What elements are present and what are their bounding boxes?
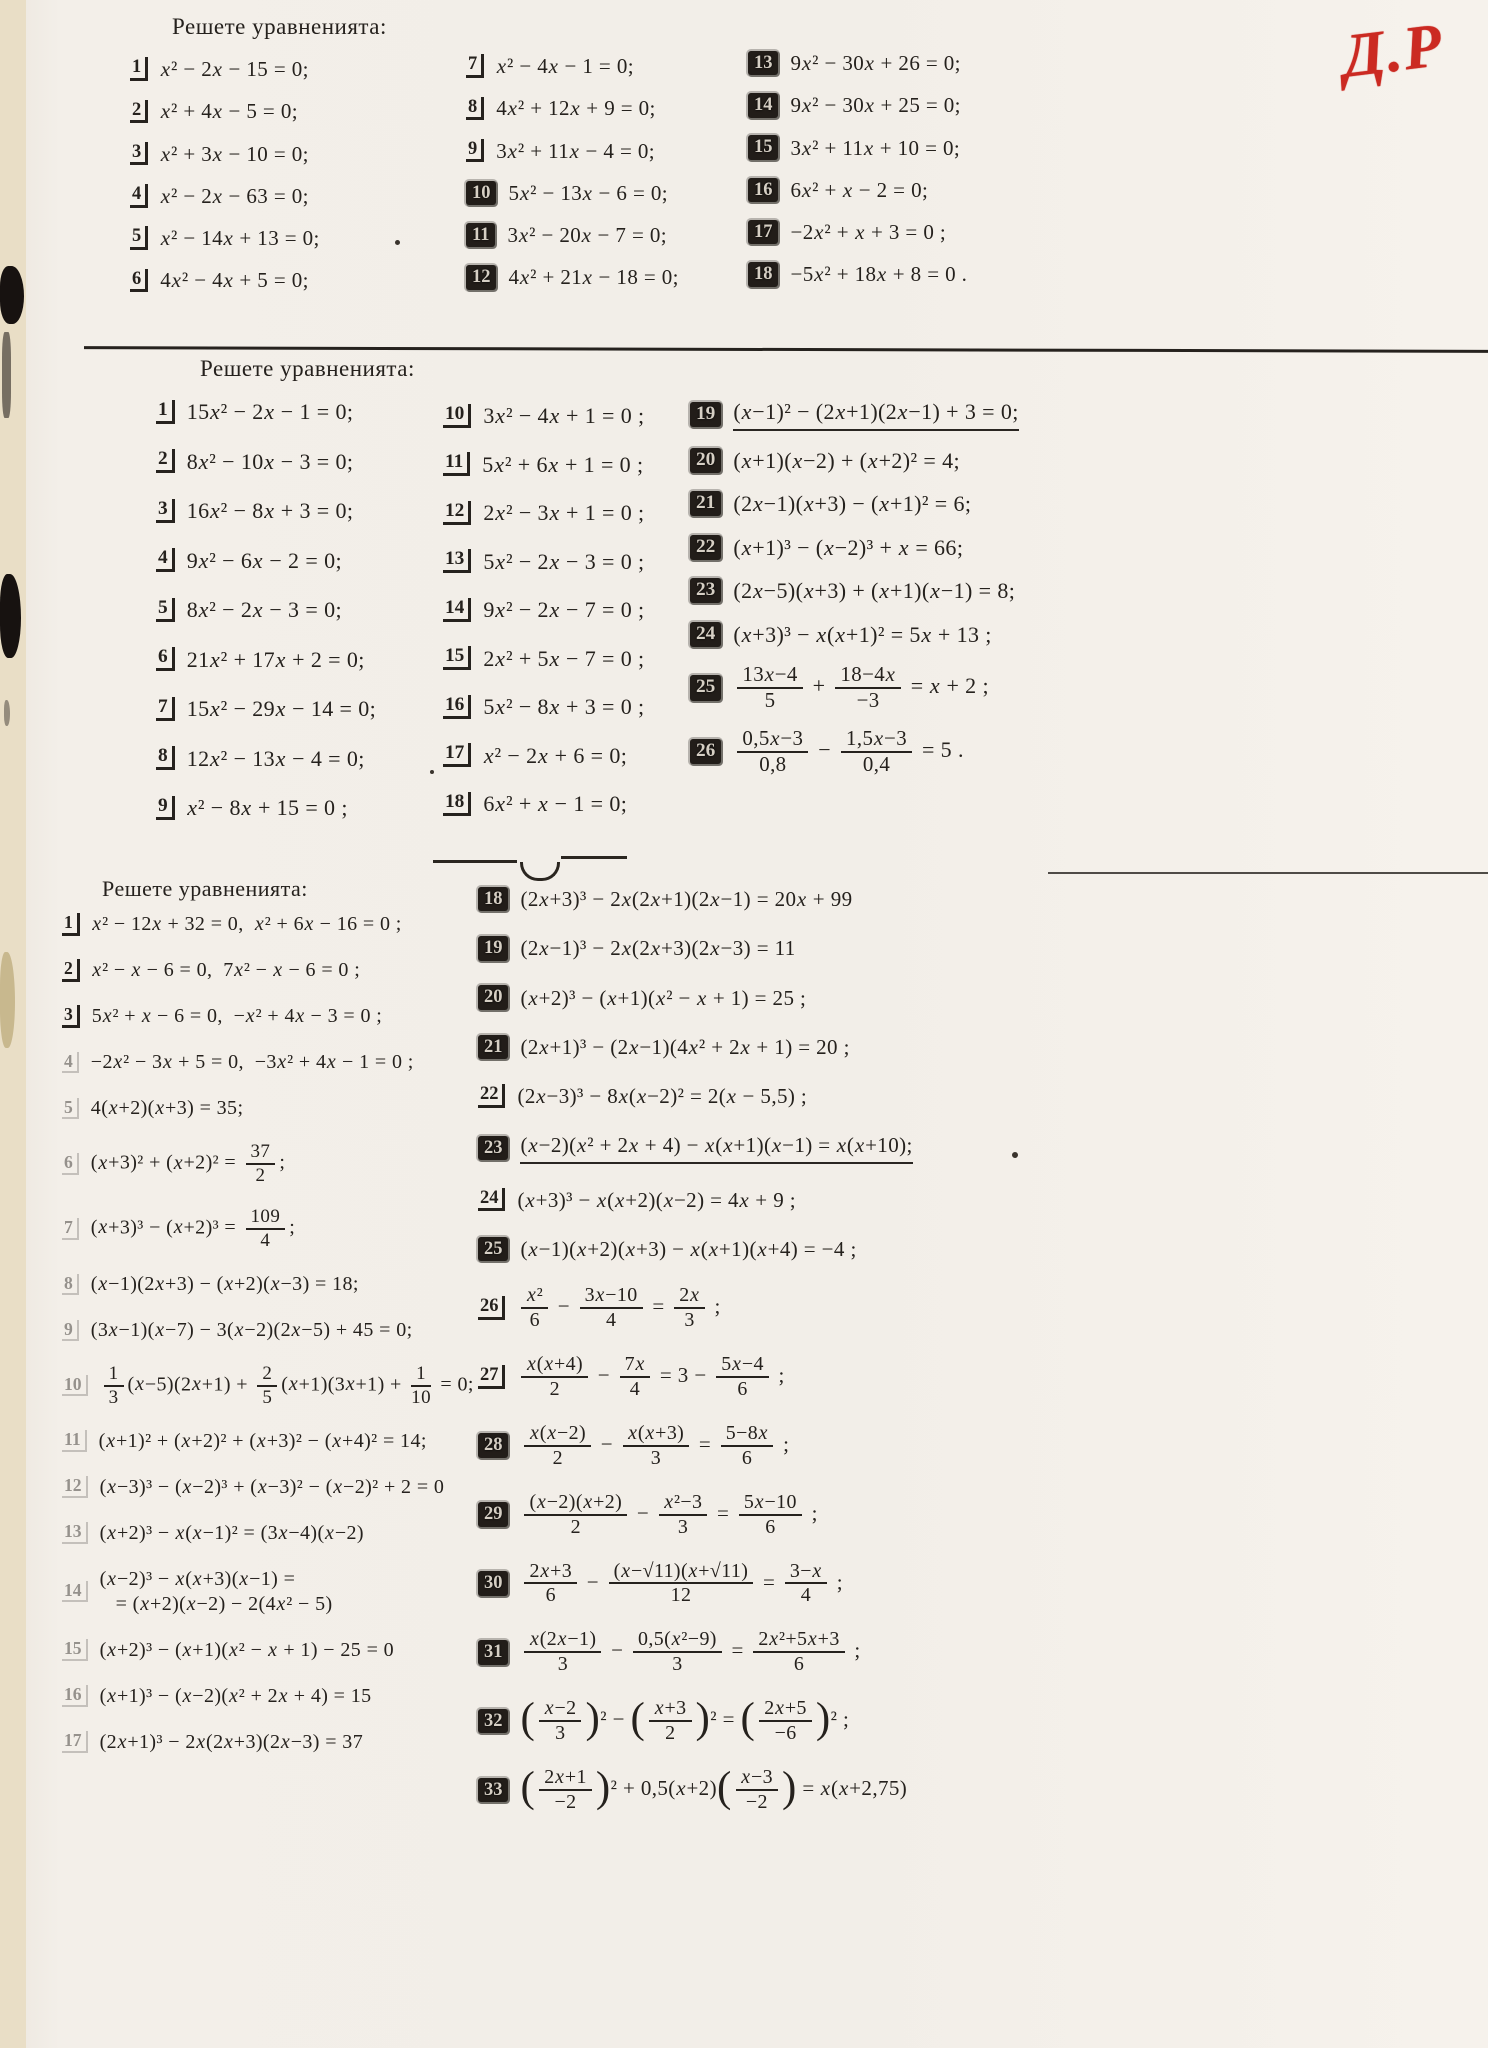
- equation-item: [62, 1521, 474, 1546]
- item-number: 5: [62, 1098, 79, 1119]
- scan-artifact-blob: [0, 952, 15, 1048]
- item-number: 8: [156, 746, 175, 770]
- equation: $\frac{13x-4}{5}$ + $\frac{18-4x}{-3}$ = x + 2 ;: [733, 664, 989, 712]
- fraction: $\frac{x(x+3)}{3}$: [623, 1423, 690, 1469]
- equation-item: [748, 177, 967, 203]
- equation: −5x² + 18x + 8 = 0 .: [790, 262, 968, 287]
- equation-item: [156, 695, 376, 723]
- item-number: 17: [62, 1731, 88, 1752]
- item-number: 26: [690, 739, 721, 764]
- item-number: 4: [62, 1052, 79, 1073]
- equation: −2x² + x + 3 = 0 ;: [790, 220, 947, 244]
- equation-item: [748, 135, 967, 161]
- item-number: 7: [156, 697, 175, 721]
- item-number: 2: [130, 100, 148, 123]
- equation-item: [443, 790, 645, 818]
- fraction: $\frac{\text{0,5(x²−9)}}{3}$: [633, 1629, 722, 1675]
- item-number: 7: [466, 54, 484, 77]
- section-3-column-2: [478, 886, 913, 1813]
- equation: (x+2)³ − (x+1)(x² − x + 1) = 25 ;: [520, 985, 807, 1010]
- equation-item: [62, 958, 474, 983]
- item-number: 30: [478, 1571, 508, 1595]
- equation: 6x² + x − 1 = 0;: [483, 791, 628, 816]
- equation-item: [130, 183, 320, 209]
- scan-artifact-blob: [4, 700, 10, 726]
- item-number: 14: [62, 1581, 88, 1602]
- item-number: 4: [156, 548, 175, 572]
- item-number: 16: [748, 178, 778, 202]
- equation: 12x² − 13x − 4 = 0;: [186, 745, 365, 771]
- fraction: $\frac{x(x+4)}{2}$: [521, 1354, 588, 1400]
- equation-item: [62, 1638, 474, 1663]
- equation-item: [62, 1364, 474, 1408]
- item-number: 9: [156, 796, 175, 820]
- item-number: 6: [62, 1153, 79, 1174]
- equation-item: [466, 138, 679, 164]
- equation: 4x² + 21x − 18 = 0;: [508, 265, 679, 290]
- equation-item: [62, 1142, 474, 1186]
- item-number: 5: [156, 598, 175, 622]
- item-number: 23: [690, 578, 721, 603]
- item-number: 20: [478, 985, 508, 1009]
- fraction: $\frac{1,5x-3}{0,4}$: [841, 728, 912, 776]
- section-2-column-1: [156, 398, 376, 822]
- equation-item: [690, 577, 1019, 605]
- fraction: $\frac{2x}{3}$: [674, 1285, 705, 1331]
- equation: x² − 8x + 15 = 0 ;: [187, 795, 348, 820]
- equation-item: [748, 92, 967, 118]
- equation: 3x² − 4x + 1 = 0 ;: [483, 403, 645, 428]
- item-number: 13: [443, 549, 471, 573]
- item-number: 2: [156, 449, 175, 473]
- fraction: $\frac{13x-4}{5}$: [737, 664, 802, 712]
- equation: (x−3)³ − (x−2)³ + (x−3)² − (x−2)² + 2 = 0: [99, 1475, 445, 1498]
- scan-scribble-mark: [520, 862, 560, 881]
- equation: (2x+1)³ − (2x−1)(4x² + 2x + 1) = 20 ;: [520, 1034, 850, 1059]
- equation: x² − 14x + 13 = 0;: [160, 226, 320, 250]
- item-number: 7: [62, 1218, 79, 1239]
- equation-item: [156, 497, 376, 525]
- item-number: 17: [748, 220, 778, 244]
- item-number: 25: [478, 1237, 508, 1261]
- equation: (x+3)² + (x+2)² = $\frac{37}{2}$ ;: [90, 1141, 286, 1186]
- section-3-title: Решете уравненията:: [102, 876, 308, 901]
- equation: (x+1)² + (x+2)² + (x+3)² − (x+4)² = 14;: [98, 1429, 427, 1452]
- equation-item: [478, 1236, 913, 1262]
- item-number: 3: [62, 1005, 80, 1027]
- equation-item: [156, 448, 376, 476]
- equation: (2x+1)³ − 2x(2x+3)(2x−3) = 37: [99, 1730, 364, 1753]
- equation: 9x² − 6x − 2 = 0;: [186, 547, 342, 573]
- equation: $\frac{2x+3}{6}$ − $\frac{(x-√11)(x+√11)}{12}$ = $\frac{3-x}{4}$ ;: [520, 1561, 843, 1607]
- equation-item: [690, 447, 1019, 475]
- equation: (x+1)³ − (x−2)³ + x = 66;: [733, 534, 964, 560]
- equation: 9x² − 30x + 25 = 0;: [790, 93, 961, 118]
- item-number: 29: [478, 1502, 508, 1526]
- fraction: $\frac{1}{3}$: [104, 1364, 124, 1408]
- fraction: $\frac{7x}{4}$: [620, 1354, 651, 1400]
- fraction: $\frac{18-4x}{-3}$: [835, 664, 900, 712]
- equation: 4x² − 4x + 5 = 0;: [160, 268, 309, 293]
- section-divider-line: [84, 346, 1488, 353]
- item-number: 11: [466, 223, 495, 247]
- scan-artifact-blob: [0, 574, 21, 658]
- item-number: 14: [443, 598, 471, 622]
- equation-item: [466, 53, 679, 79]
- section-2-title: Решете уравненията:: [200, 356, 415, 381]
- equation: 2x² + 5x − 7 = 0 ;: [483, 645, 645, 671]
- scan-artifact-blob: [2, 332, 11, 418]
- equation-item: [478, 935, 913, 961]
- equation-item: [690, 664, 1019, 712]
- fraction: $\frac{2x+1}{-2}$: [539, 1767, 592, 1813]
- equation-item: [690, 490, 1019, 518]
- equation-item: [443, 645, 645, 673]
- equation: 4(x+2)(x+3) = 35;: [90, 1097, 244, 1119]
- item-number: 15: [748, 135, 778, 159]
- equation: $\frac{x(x-2)}{2}$ − $\frac{x(x+3)}{3}$ = $\frac{5-8x}{6}$ ;: [520, 1423, 789, 1469]
- stray-scan-line: [1048, 872, 1488, 874]
- equation: 5x² + 6x + 1 = 0 ;: [482, 451, 644, 477]
- item-number: 22: [478, 1084, 505, 1107]
- equation-item: [443, 693, 645, 721]
- equation: (x+1)(x−2) + (x+2)² = 4;: [733, 447, 961, 473]
- equation: ( $\frac{2x+1}{-2}$ )² + 0,5(x+2)( $\frac{x-3}{-2}$ ) = x(x+2,75): [520, 1764, 908, 1814]
- equation: (x+2)³ − (x+1)(x² − x + 1) − 25 = 0: [99, 1638, 395, 1661]
- equation-item: [690, 534, 1019, 562]
- item-number: 18: [748, 262, 778, 286]
- equation: (x−2)³ − x(x+3)(x−1) = = (x+2)(x−2) − 2(4x² − 5): [99, 1567, 333, 1615]
- item-number: 10: [466, 181, 496, 205]
- fraction: $\frac{\text{x²−3}}{3}$: [659, 1492, 708, 1538]
- item-number: 31: [478, 1640, 508, 1664]
- equation: 16x² − 8x + 3 = 0;: [186, 498, 354, 523]
- equation-item: [466, 95, 679, 121]
- item-number: 13: [62, 1522, 88, 1543]
- equation: $\frac{\text{x²}}{6}$ − $\frac{3x-10}{4}$ = $\frac{2x}{3}$ ;: [517, 1285, 720, 1331]
- scan-speck: [430, 770, 434, 774]
- equation: (x+2)³ − x(x−1)² = (3x−4)(x−2): [99, 1521, 364, 1544]
- equation: 6x² + x − 2 = 0;: [790, 177, 929, 202]
- equation: 15x² − 29x − 14 = 0;: [186, 696, 377, 721]
- equation-item: [478, 985, 913, 1011]
- equation-item: [62, 1318, 474, 1343]
- fraction: $\frac{2x+5}{-6}$: [759, 1698, 812, 1744]
- equation-item: [156, 745, 376, 773]
- equation: 5x² + x − 6 = 0, −x² + 4x − 3 = 0 ;: [91, 1005, 383, 1027]
- equation: 15x² − 2x − 1 = 0;: [186, 399, 354, 424]
- equation-item: [466, 180, 679, 206]
- item-number: 12: [62, 1476, 88, 1497]
- item-number: 12: [443, 501, 471, 525]
- scan-artifact-blob: [0, 266, 24, 324]
- section-1-title: Решете уравненията:: [172, 14, 387, 39]
- fraction: $\frac{0,5x-3}{0,8}$: [737, 728, 808, 776]
- item-number: 24: [478, 1188, 505, 1211]
- item-number: 10: [62, 1375, 88, 1396]
- equation: 9x² − 30x + 26 = 0;: [790, 51, 961, 75]
- item-number: 15: [62, 1639, 88, 1660]
- item-number: 11: [62, 1430, 87, 1451]
- equation-item: [478, 1561, 913, 1607]
- item-number: 11: [443, 452, 470, 476]
- equation-item: [466, 264, 679, 290]
- equation: (x−2)(x² + 2x + 4) − x(x+1)(x−1) = x(x+10);: [520, 1132, 912, 1163]
- item-number: 15: [443, 646, 471, 670]
- item-number: 17: [443, 743, 471, 767]
- handwritten-red-initials: Д.Р: [1338, 11, 1448, 91]
- fraction: $\frac{x(2x-1)}{3}$: [524, 1629, 601, 1675]
- equation-item: [690, 621, 1019, 649]
- scan-speck: [1012, 1152, 1018, 1158]
- equation-item: [478, 1695, 913, 1745]
- item-number: 23: [478, 1136, 508, 1160]
- equation: 5x² − 13x − 6 = 0;: [508, 180, 669, 205]
- section-2-column-2: [443, 402, 645, 818]
- item-number: 10: [443, 404, 471, 428]
- equation-item: [156, 794, 376, 822]
- equation-item: [748, 50, 967, 76]
- equation: −2x² − 3x + 5 = 0, −3x² + 4x − 1 = 0 ;: [90, 1051, 414, 1073]
- section-3-column-1: [62, 912, 474, 1755]
- equation: 21x² + 17x + 2 = 0;: [186, 646, 365, 672]
- item-number: 18: [443, 792, 471, 816]
- equation-item: [443, 499, 645, 527]
- equation-item: [478, 886, 913, 912]
- fraction: $\frac{x(x-2)}{2}$: [524, 1423, 591, 1469]
- item-number: 5: [130, 226, 148, 249]
- equation-item: [130, 56, 320, 82]
- item-number: 1: [62, 913, 80, 935]
- equation-item: [62, 1475, 474, 1500]
- equation-item: [62, 1272, 474, 1297]
- equation: x² − 2x − 63 = 0;: [160, 183, 309, 208]
- equation: 4x² + 12x + 9 = 0;: [496, 96, 656, 121]
- equation-item: [478, 1034, 913, 1060]
- equation-item: [443, 402, 645, 430]
- item-number: 8: [466, 97, 484, 120]
- equation: $\frac{(x-2)(x+2)}{2}$ − $\frac{\text{x²−3}}{3}$ = $\frac{5x-10}{6}$ ;: [520, 1492, 817, 1538]
- equation: x² − 2x − 15 = 0;: [160, 57, 309, 81]
- item-number: 13: [748, 51, 778, 75]
- equation: $\frac{x(x+4)}{2}$ − $\frac{7x}{4}$ = 3 − $\frac{5x-4}{6}$ ;: [517, 1354, 784, 1400]
- section-2-column-3: [690, 398, 1019, 776]
- fraction: $\frac{2x+3}{6}$: [524, 1561, 577, 1607]
- equation-item: [130, 225, 320, 251]
- fraction: $\frac{1}{10}$: [411, 1362, 431, 1408]
- equation-item: [478, 1083, 913, 1109]
- equation: (2x+3)³ − 2x(2x+1)(2x−1) = 20x + 99: [520, 887, 853, 911]
- fraction: $\frac{5x-10}{6}$: [739, 1492, 802, 1538]
- item-number: 1: [156, 400, 175, 424]
- item-number: 19: [690, 402, 721, 427]
- equation-item: [748, 219, 967, 245]
- item-number: 26: [478, 1296, 505, 1319]
- equation-item: [478, 1492, 913, 1538]
- item-number: 19: [478, 936, 508, 960]
- item-number: 9: [62, 1320, 79, 1341]
- equation: x² − 4x − 1 = 0;: [496, 54, 634, 78]
- equation: 5x² − 8x + 3 = 0 ;: [483, 694, 645, 719]
- fraction: $\frac{(x-2)(x+2)}{2}$: [524, 1492, 627, 1538]
- equation: (3x−1)(x−7) − 3(x−2)(2x−5) + 45 = 0;: [90, 1318, 413, 1341]
- equation-item: [156, 646, 376, 674]
- equation-item: [62, 1096, 474, 1121]
- equation: x² + 4x − 5 = 0;: [160, 99, 298, 124]
- item-number: 21: [690, 491, 721, 516]
- equation: 3x² − 20x − 7 = 0;: [507, 223, 667, 247]
- item-number: 18: [478, 887, 508, 911]
- item-number: 28: [478, 1433, 508, 1457]
- equation: x² − x − 6 = 0, 7x² − x − 6 = 0 ;: [92, 959, 361, 981]
- equation-item: [443, 742, 645, 770]
- fraction: $\frac{\text{2x²+5x+3}}{6}$: [753, 1629, 844, 1675]
- equation-item: [156, 398, 376, 426]
- equation: (2x−1)³ − 2x(2x+3)(2x−3) = 11: [520, 936, 796, 961]
- fraction: $\frac{109}{4}$: [246, 1207, 286, 1251]
- equation: x² − 2x + 6 = 0;: [483, 742, 628, 768]
- item-number: 16: [443, 695, 471, 719]
- equation: (x+1)³ − (x−2)(x² + 2x + 4) = 15: [99, 1684, 372, 1707]
- equation: (2x−1)(x+3) − (x+1)² = 6;: [733, 491, 972, 516]
- fraction: $\frac{\text{x²}}{6}$: [521, 1285, 548, 1331]
- equation: 3x² + 11x − 4 = 0;: [496, 138, 655, 163]
- equation-item: [478, 1764, 913, 1814]
- equation: x² − 12x + 32 = 0, x² + 6x − 16 = 0 ;: [92, 913, 402, 935]
- equation: (x+3)³ − (x+2)³ = $\frac{109}{4}$ ;: [90, 1205, 296, 1251]
- item-number: 1: [130, 57, 148, 80]
- equation-item: [62, 1730, 474, 1755]
- equation-item: [62, 1684, 474, 1709]
- fraction: $\frac{5x-4}{6}$: [716, 1354, 769, 1400]
- equation-item: [130, 267, 320, 293]
- fraction: $\frac{3-x}{4}$: [785, 1561, 827, 1607]
- item-number: 24: [690, 622, 721, 647]
- item-number: 33: [478, 1778, 508, 1802]
- equation: $\frac{x(2x-1)}{3}$ − $\frac{\text{0,5(x²−9)}}{3}$ = $\frac{\text{2x²+5x+3}}{6}$ ;: [520, 1629, 860, 1675]
- equation-item: [62, 1050, 474, 1075]
- scan-speck: [395, 240, 400, 245]
- item-number: 32: [478, 1709, 508, 1733]
- equation-item: [62, 1207, 474, 1251]
- item-number: 25: [690, 675, 721, 700]
- equation-item: [62, 1429, 474, 1454]
- section-1-column-1: [130, 56, 320, 294]
- fraction: $\frac{5-8x}{6}$: [721, 1423, 774, 1469]
- equation: (x+3)³ − x(x+2)(x−2) = 4x + 9 ;: [517, 1187, 796, 1212]
- equation-item: [443, 596, 645, 624]
- equation-item: [478, 1629, 913, 1675]
- equation-item: [748, 261, 967, 287]
- item-number: 4: [130, 184, 148, 207]
- item-number: 3: [156, 499, 175, 523]
- equation: x² + 3x − 10 = 0;: [160, 141, 309, 166]
- equation-item: [690, 725, 1019, 776]
- item-number: 16: [62, 1685, 88, 1706]
- item-number: 22: [690, 535, 721, 560]
- fraction: $\frac{(x-√11)(x+√11)}{12}$: [609, 1561, 754, 1607]
- item-number: 3: [130, 142, 148, 165]
- equation: (x+3)³ − x(x+1)² = 5x + 13 ;: [733, 621, 992, 647]
- section-1-column-3: [748, 50, 967, 288]
- item-number: 21: [478, 1035, 508, 1059]
- equation: $\frac{0,5x-3}{0,8}$ − $\frac{1,5x-3}{0,4}$ = 5 .: [733, 728, 964, 776]
- item-number: 6: [130, 269, 148, 292]
- equation: $\frac{1}{3}$ (x−5)(2x+1) + $\frac{2}{5}$ (x+1)(3x+1) + $\frac{1}{10}$ = 0;: [100, 1364, 474, 1408]
- equation-item: [478, 1132, 913, 1163]
- equation-item: [466, 222, 679, 248]
- item-number: 6: [156, 647, 175, 671]
- equation: 8x² − 10x − 3 = 0;: [186, 448, 354, 474]
- equation-item: [62, 1004, 474, 1029]
- fraction: $\frac{x-2}{3}$: [539, 1698, 581, 1744]
- equation: 2x² − 3x + 1 = 0 ;: [483, 500, 645, 525]
- equation-item: [478, 1423, 913, 1469]
- fraction: $\frac{x-3}{-2}$: [736, 1767, 778, 1813]
- equation-item: [478, 1285, 913, 1331]
- equation-item: [690, 398, 1019, 431]
- equation: (x−1)(x+2)(x+3) − x(x+1)(x+4) = −4 ;: [520, 1236, 857, 1261]
- equation: 5x² − 2x − 3 = 0 ;: [483, 548, 645, 574]
- equation-item: [478, 1354, 913, 1400]
- item-number: 2: [62, 959, 80, 981]
- fraction: $\frac{x+3}{2}$: [649, 1698, 691, 1744]
- item-number: 9: [466, 139, 484, 162]
- fraction: $\frac{3x-10}{4}$: [580, 1285, 643, 1331]
- fraction: $\frac{37}{2}$: [246, 1142, 276, 1186]
- equation-item: [62, 912, 474, 937]
- fraction: $\frac{2}{5}$: [257, 1364, 277, 1408]
- equation: ( $\frac{x-2}{3}$ )² − ( $\frac{x+3}{2}$ )² = ( $\frac{2x+5}{-6}$ )² ;: [520, 1695, 850, 1745]
- equation: 3x² + 11x + 10 = 0;: [790, 135, 961, 160]
- equation: (2x−5)(x+3) + (x+1)(x−1) = 8;: [733, 578, 1016, 603]
- item-number: 8: [62, 1274, 79, 1295]
- item-number: 14: [748, 93, 778, 117]
- equation: (2x−3)³ − 8x(x−2)² = 2(x − 5,5) ;: [517, 1084, 808, 1108]
- equation-item: [62, 1567, 474, 1617]
- equation-item: [443, 548, 645, 576]
- equation: (x−1)² − (2x+1)(2x−1) + 3 = 0;: [733, 398, 1018, 431]
- item-number: 27: [478, 1365, 505, 1388]
- equation: 8x² − 2x − 3 = 0;: [186, 597, 342, 622]
- section-1-column-2: [466, 53, 679, 291]
- equation-item: [130, 141, 320, 167]
- equation-item: [130, 98, 320, 124]
- item-number: 20: [690, 448, 721, 473]
- equation: (x−1)(2x+3) − (x+2)(x−3) = 18;: [90, 1272, 359, 1295]
- equation: 9x² − 2x − 7 = 0 ;: [483, 597, 645, 622]
- equation-item: [156, 596, 376, 624]
- equation-item: [156, 547, 376, 575]
- item-number: 12: [466, 265, 496, 289]
- equation-item: [443, 451, 645, 479]
- equation-item: [478, 1187, 913, 1213]
